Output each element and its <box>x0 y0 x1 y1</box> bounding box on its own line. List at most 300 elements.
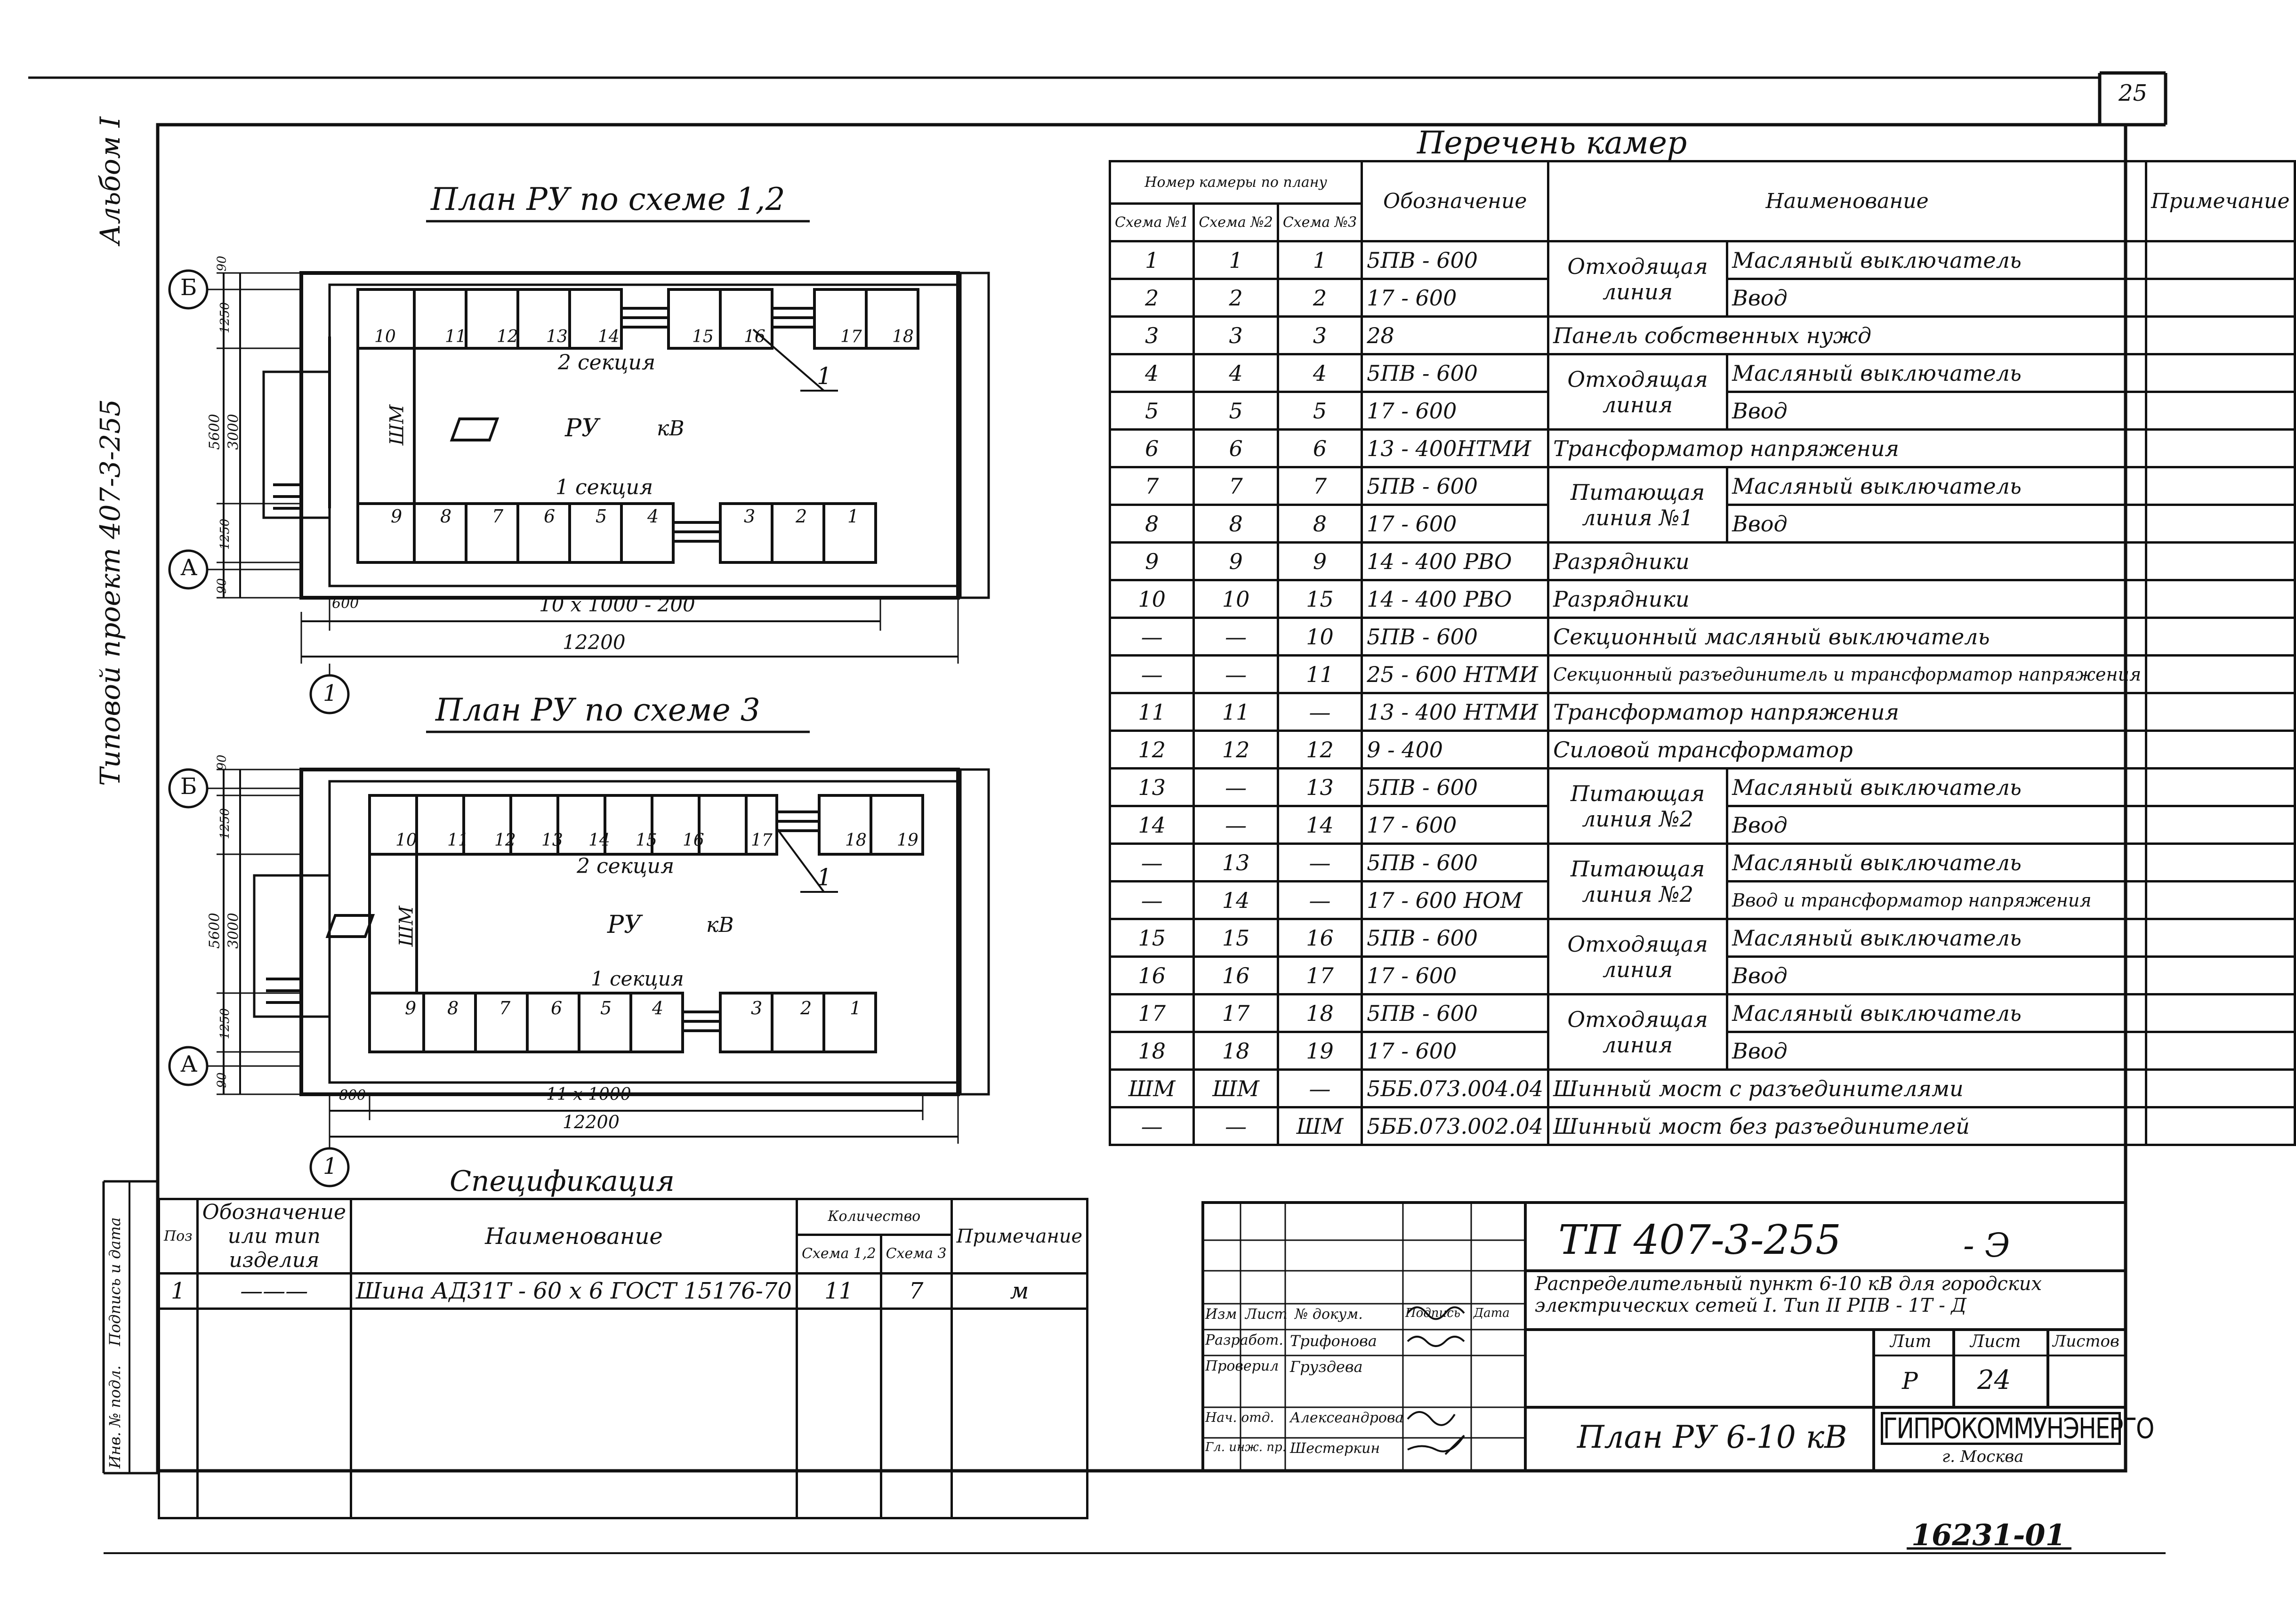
camera-num-s2: — <box>1194 806 1278 844</box>
tb-h-doc: № докум. <box>1295 1306 1363 1323</box>
spec-qty-3: 7 <box>881 1274 951 1309</box>
camera-num-s1: 9 <box>1110 543 1194 580</box>
plan2-cell: 3 <box>751 998 763 1019</box>
tb-lit-header: Лит <box>1890 1332 1932 1351</box>
camera-num-s2: 13 <box>1194 844 1278 882</box>
camera-num-s3: — <box>1278 1070 1361 1107</box>
tb-name-2: Груздева <box>1290 1358 1363 1376</box>
spec-header-note: Примечание <box>951 1199 1088 1274</box>
camera-num-s3: — <box>1278 882 1361 919</box>
camera-group-line: линия №2 <box>1582 881 1693 907</box>
camera-num-s2: 9 <box>1194 543 1278 580</box>
plan2-dim-800: 800 <box>339 1087 366 1104</box>
camera-designation: 17 - 600 <box>1362 392 1548 430</box>
archive-number: 16231-01 <box>1911 1518 2066 1552</box>
plan1-dim-90b: 90 <box>215 578 229 594</box>
plan1-dim-3000: 3000 <box>225 414 242 450</box>
camera-num-s3: 10 <box>1278 618 1361 656</box>
cameras-title: Перечень камер <box>1417 125 1687 161</box>
spec-name: Шина АД31Т - 60 х 6 ГОСТ 15176-70 <box>351 1274 797 1309</box>
camera-num-s1: 5 <box>1110 392 1194 430</box>
camera-note <box>2146 919 2295 957</box>
camera-note <box>2146 392 2295 430</box>
camera-note <box>2146 656 2295 693</box>
spec-designation: ——— <box>197 1274 351 1309</box>
camera-num-s3: 8 <box>1278 505 1361 543</box>
camera-num-s2: — <box>1194 618 1278 656</box>
camera-num-s3: 2 <box>1278 279 1361 317</box>
camera-row <box>1110 994 2295 1032</box>
tb-h-sign: Подпись <box>1405 1306 1461 1320</box>
camera-designation: 17 - 600 <box>1362 1032 1548 1070</box>
camera-num-s2: 18 <box>1194 1032 1278 1070</box>
camera-group-line: линия <box>1602 1032 1673 1058</box>
plan2-cell: 5 <box>600 998 612 1019</box>
camera-name: Масляный выключатель <box>1727 769 2146 806</box>
plan1-cell: 1 <box>847 506 859 527</box>
camera-note <box>2146 317 2295 354</box>
camera-designation: 5ПВ - 600 <box>1362 354 1548 392</box>
tb-name-1: Трифонова <box>1290 1332 1377 1350</box>
camera-name: Шинный мост без разъединителей <box>1548 1107 2146 1145</box>
camera-name: Ввод <box>1727 505 2146 543</box>
tb-role-3: Нач. отд. <box>1205 1410 1274 1425</box>
plan2-cell: 7 <box>499 998 511 1019</box>
camera-name: Секционный разъединитель и трансформатор напряжения <box>1548 656 2146 693</box>
plan1-axis-bottom: А <box>180 554 198 581</box>
plan1-cell: 4 <box>647 506 659 527</box>
camera-num-s1: 7 <box>1110 467 1194 505</box>
spec-header-name: Наименование <box>351 1199 797 1274</box>
plan1-cell: 7 <box>492 506 504 527</box>
camera-name: Масляный выключатель <box>1727 354 2146 392</box>
camera-designation: 5ББ.073.002.04 <box>1362 1107 1548 1145</box>
spec-header-pos: Поз <box>159 1199 198 1274</box>
camera-row <box>1110 844 2295 882</box>
camera-row <box>1110 731 2295 769</box>
camera-note <box>2146 994 2295 1032</box>
camera-note <box>2146 505 2295 543</box>
plan2-dim-5600: 5600 <box>206 913 223 949</box>
camera-group <box>1548 919 1727 994</box>
page-number: 25 <box>2119 80 2148 106</box>
camera-name: Панель собственных нужд <box>1548 317 2146 354</box>
camera-name: Ввод <box>1727 279 2146 317</box>
camera-name: Масляный выключатель <box>1727 919 2146 957</box>
plan2-kv-label: кВ <box>706 913 734 937</box>
camera-row <box>1110 693 2295 731</box>
plan1-section-top: 2 секция <box>558 351 656 375</box>
camera-note <box>2146 806 2295 844</box>
camera-name: Ввод <box>1727 1032 2146 1070</box>
camera-group-title: Питающая <box>1571 780 1705 806</box>
camera-row <box>1110 580 2295 618</box>
camera-num-s3: — <box>1278 693 1361 731</box>
camera-group-title: Питающая <box>1571 479 1705 505</box>
camera-row <box>1110 543 2295 580</box>
plan2-cell: 2 <box>800 998 812 1019</box>
camera-num-s1: 14 <box>1110 806 1194 844</box>
camera-num-s1: — <box>1110 618 1194 656</box>
spec-header-scheme-3: Схема 3 <box>881 1235 951 1273</box>
spec-header-scheme-12: Схема 1,2 <box>797 1235 881 1273</box>
camera-num-s1: — <box>1110 1107 1194 1145</box>
camera-num-s3: 18 <box>1278 994 1361 1032</box>
camera-num-s3: 7 <box>1278 467 1361 505</box>
header-designation: Обозначение <box>1362 161 1548 241</box>
camera-num-s2: — <box>1194 1107 1278 1145</box>
camera-num-s3: 12 <box>1278 731 1361 769</box>
camera-designation: 17 - 600 <box>1362 505 1548 543</box>
camera-num-s2: 15 <box>1194 919 1278 957</box>
tb-lit: Р <box>1902 1367 1918 1395</box>
camera-num-s1: 2 <box>1110 279 1194 317</box>
camera-group-title: Отходящая <box>1567 253 1708 279</box>
plan1-shm: ШМ <box>386 404 408 446</box>
camera-note <box>2146 882 2295 919</box>
plan2-dim-1250b: 1250 <box>218 1008 233 1040</box>
plan2-cell: 12 <box>494 831 516 850</box>
plan1-title: План РУ по схеме 1,2 <box>431 181 785 217</box>
plan1-dim-1250b: 1250 <box>218 518 233 550</box>
plan2-axis-top: Б <box>180 773 197 800</box>
camera-name: Шинный мост с разъединителями <box>1548 1070 2146 1107</box>
plan2-cell: 11 <box>447 831 469 850</box>
camera-note <box>2146 1032 2295 1070</box>
plan1-cell: 2 <box>796 506 807 527</box>
camera-group <box>1548 467 1727 543</box>
plan1-section-bottom: 1 секция <box>556 475 653 499</box>
camera-note <box>2146 618 2295 656</box>
camera-num-s2: 12 <box>1194 731 1278 769</box>
plan1-cell: 16 <box>744 327 765 346</box>
camera-group <box>1548 844 1727 919</box>
camera-num-s1: 10 <box>1110 580 1194 618</box>
camera-group <box>1548 241 1727 317</box>
camera-row <box>1110 618 2295 656</box>
camera-designation: 5ПВ - 600 <box>1362 618 1548 656</box>
camera-group-line: линия <box>1602 956 1673 982</box>
plan2-section-bottom: 1 секция <box>591 967 684 990</box>
camera-designation: 14 - 400 РВО <box>1362 580 1548 618</box>
camera-note <box>2146 1070 2295 1107</box>
plan2-cell: 17 <box>751 831 773 850</box>
plan2-shm: ШМ <box>395 906 418 947</box>
camera-num-s2: ШМ <box>1194 1070 1278 1107</box>
camera-row <box>1110 769 2295 806</box>
plan2-dim-span: 11 х 1000 <box>546 1085 631 1104</box>
plan1-cell: 3 <box>744 506 756 527</box>
plan1-dim-600: 600 <box>332 595 359 612</box>
plan2-cell: 18 <box>845 831 867 850</box>
camera-num-s1: 4 <box>1110 354 1194 392</box>
plan2-dim-total: 12200 <box>563 1112 620 1132</box>
plan1-cell: 6 <box>544 506 556 527</box>
camera-num-s2: 17 <box>1194 994 1278 1032</box>
camera-note <box>2146 693 2295 731</box>
header-camera-number: Номер камеры по плану <box>1110 161 1362 204</box>
camera-num-s3: — <box>1278 844 1361 882</box>
plan1-axis-col: 1 <box>323 680 338 706</box>
camera-num-s3: 16 <box>1278 919 1361 957</box>
cameras-table <box>1109 160 2296 1146</box>
plan2-cell: 1 <box>850 998 862 1019</box>
camera-note <box>2146 430 2295 467</box>
plan2-axis-col: 1 <box>323 1153 338 1179</box>
camera-num-s2: 10 <box>1194 580 1278 618</box>
doc-description: Распределительный пункт 6-10 кВ для городских электрических сетей I. Тип II РПВ - 1Т - Д <box>1535 1273 2042 1316</box>
camera-row <box>1110 919 2295 957</box>
camera-num-s2: 16 <box>1194 957 1278 994</box>
camera-num-s3: 6 <box>1278 430 1361 467</box>
org-logo <box>1881 1412 2154 1445</box>
tb-h-izm: Изм <box>1205 1306 1237 1323</box>
camera-num-s3: 11 <box>1278 656 1361 693</box>
camera-num-s1: ШМ <box>1110 1070 1194 1107</box>
camera-group-line: линия <box>1602 392 1673 417</box>
doc-suffix: - Э <box>1963 1226 2010 1265</box>
album-label: Альбом I <box>94 116 126 245</box>
plan2-cell: 9 <box>405 998 417 1019</box>
spec-header-designation: Обозначение или тип изделия <box>197 1199 351 1274</box>
camera-name: Ввод и трансформатор напряжения <box>1727 882 2146 919</box>
camera-row <box>1110 656 2295 693</box>
header-scheme-2: Схема №2 <box>1194 204 1278 241</box>
camera-designation: 28 <box>1362 317 1548 354</box>
camera-num-s2: 5 <box>1194 392 1278 430</box>
plan2-ru-label: РУ <box>607 911 642 939</box>
plan1-cell: 10 <box>374 327 396 346</box>
plan2-cell: 13 <box>541 831 563 850</box>
camera-num-s3: 3 <box>1278 317 1361 354</box>
plan2-cell: 16 <box>683 831 704 850</box>
camera-note <box>2146 731 2295 769</box>
camera-designation: 9 - 400 <box>1362 731 1548 769</box>
camera-num-s2: — <box>1194 769 1278 806</box>
camera-note <box>2146 467 2295 505</box>
camera-num-s1: 3 <box>1110 317 1194 354</box>
plan1-cell: 14 <box>598 327 620 346</box>
header-scheme-3: Схема №3 <box>1278 204 1361 241</box>
camera-group-title: Отходящая <box>1567 931 1708 957</box>
camera-group-title: Отходящая <box>1567 1006 1708 1032</box>
spec-note: м <box>951 1274 1088 1309</box>
camera-name: Масляный выключатель <box>1727 467 2146 505</box>
plan2-callout: 1 <box>817 864 832 891</box>
plan1-dim-5600: 5600 <box>206 414 223 450</box>
spec-row <box>159 1274 1088 1309</box>
camera-name: Ввод <box>1727 806 2146 844</box>
tb-role-4: Гл. инж. пр. <box>1205 1440 1286 1454</box>
plan1-cell: 8 <box>440 506 452 527</box>
camera-designation: 5ПВ - 600 <box>1362 919 1548 957</box>
plan1-dim-span: 10 х 1000 - 200 <box>539 593 695 616</box>
camera-row <box>1110 241 2295 279</box>
camera-num-s1: — <box>1110 882 1194 919</box>
camera-group <box>1548 769 1727 844</box>
plan2-cell: 10 <box>395 831 417 850</box>
camera-designation: 5ПВ - 600 <box>1362 241 1548 279</box>
camera-note <box>2146 241 2295 279</box>
camera-note <box>2146 543 2295 580</box>
camera-num-s1: 13 <box>1110 769 1194 806</box>
camera-num-s1: 12 <box>1110 731 1194 769</box>
plan1-cell: 13 <box>546 327 568 346</box>
camera-note <box>2146 279 2295 317</box>
spec-pos: 1 <box>159 1274 198 1309</box>
camera-num-s2: 2 <box>1194 279 1278 317</box>
plan2-dim-90b: 90 <box>215 1072 229 1088</box>
camera-designation: 13 - 400НТМИ <box>1362 430 1548 467</box>
camera-num-s3: 13 <box>1278 769 1361 806</box>
camera-num-s1: 11 <box>1110 693 1194 731</box>
camera-num-s2: 14 <box>1194 882 1278 919</box>
camera-designation: 13 - 400 НТМИ <box>1362 693 1548 731</box>
camera-note <box>2146 769 2295 806</box>
camera-num-s1: 15 <box>1110 919 1194 957</box>
plan2-dim-90a: 90 <box>215 754 229 770</box>
camera-row <box>1110 1107 2295 1145</box>
plan1-dim-1250a: 1250 <box>218 302 233 334</box>
camera-designation: 5ПВ - 600 <box>1362 994 1548 1032</box>
project-label: Типовой проект 407-3-255 <box>94 399 126 786</box>
camera-designation: 5ББ.073.004.04 <box>1362 1070 1548 1107</box>
camera-note <box>2146 957 2295 994</box>
spec-header-qty: Количество <box>797 1199 951 1235</box>
camera-designation: 5ПВ - 600 <box>1362 467 1548 505</box>
header-scheme-1: Схема №1 <box>1110 204 1194 241</box>
camera-num-s1: — <box>1110 656 1194 693</box>
plan1-dim-90a: 90 <box>215 256 229 272</box>
camera-name: Ввод <box>1727 957 2146 994</box>
camera-name: Масляный выключатель <box>1727 994 2146 1032</box>
camera-num-s3: 5 <box>1278 392 1361 430</box>
org-city: г. Москва <box>1942 1447 2024 1466</box>
plan1-kv-label: кВ <box>657 417 685 441</box>
stamp-inv: Инв. № подл. <box>106 1365 124 1468</box>
plan2-cell: 14 <box>588 831 610 850</box>
camera-num-s1: 6 <box>1110 430 1194 467</box>
camera-name: Разрядники <box>1548 580 2146 618</box>
plan1-cell: 18 <box>892 327 914 346</box>
plan1-dim-total: 12200 <box>563 631 626 654</box>
plan1-cell: 15 <box>692 327 714 346</box>
camera-num-s1: — <box>1110 844 1194 882</box>
camera-num-s2: 3 <box>1194 317 1278 354</box>
tb-sheet-header: Лист <box>1970 1332 2021 1351</box>
camera-note <box>2146 1107 2295 1145</box>
camera-group-title: Питающая <box>1571 856 1705 882</box>
camera-num-s3: 9 <box>1278 543 1361 580</box>
tb-sheets-header: Листов <box>2053 1332 2119 1351</box>
camera-num-s1: 8 <box>1110 505 1194 543</box>
camera-row <box>1110 1070 2295 1107</box>
header-name: Наименование <box>1548 161 2146 241</box>
camera-group <box>1548 354 1727 430</box>
plan1-axis-top: Б <box>180 274 197 301</box>
plan2-section-top: 2 секция <box>577 854 675 878</box>
camera-num-s2: 8 <box>1194 505 1278 543</box>
plan2-axis-bottom: А <box>180 1051 198 1077</box>
camera-num-s3: 17 <box>1278 957 1361 994</box>
header-note: Примечание <box>2146 161 2295 241</box>
plan1-callout: 1 <box>817 362 832 390</box>
camera-name: Масляный выключатель <box>1727 241 2146 279</box>
tb-name-3: Алексеандрова <box>1290 1410 1404 1426</box>
camera-name: Секционный масляный выключатель <box>1548 618 2146 656</box>
camera-name: Трансформатор напряжения <box>1548 693 2146 731</box>
camera-group <box>1548 994 1727 1070</box>
plan1-cell: 9 <box>391 506 403 527</box>
camera-note <box>2146 580 2295 618</box>
camera-row <box>1110 317 2295 354</box>
camera-group-line: линия <box>1602 279 1673 305</box>
plan1-cell: 11 <box>445 327 467 346</box>
plan1-cell: 17 <box>840 327 862 346</box>
spec-table <box>158 1198 1088 1519</box>
camera-note <box>2146 844 2295 882</box>
tb-name-4: Шестеркин <box>1290 1440 1380 1457</box>
camera-num-s3: 19 <box>1278 1032 1361 1070</box>
camera-num-s3: 14 <box>1278 806 1361 844</box>
camera-num-s2: 6 <box>1194 430 1278 467</box>
tb-sheet: 24 <box>1977 1365 2011 1395</box>
camera-designation: 14 - 400 РВО <box>1362 543 1548 580</box>
tb-role-1: Разработ. <box>1205 1332 1283 1348</box>
tb-h-date: Дата <box>1474 1306 1510 1320</box>
stamp-sign: Подпись и дата <box>106 1217 124 1346</box>
camera-num-s3: 1 <box>1278 241 1361 279</box>
plan2-dim-1250a: 1250 <box>218 808 233 840</box>
tb-role-2: Проверил <box>1205 1358 1279 1374</box>
camera-num-s1: 18 <box>1110 1032 1194 1070</box>
camera-name: Силовой трансформатор <box>1548 731 2146 769</box>
camera-num-s2: 11 <box>1194 693 1278 731</box>
plan2-cell: 19 <box>897 831 918 850</box>
camera-designation: 17 - 600 <box>1362 279 1548 317</box>
camera-row <box>1110 430 2295 467</box>
camera-group-title: Отходящая <box>1567 366 1708 392</box>
plan1-ru-label: РУ <box>565 414 599 442</box>
camera-designation: 17 - 600 НОМ <box>1362 882 1548 919</box>
camera-row <box>1110 354 2295 392</box>
camera-designation: 5ПВ - 600 <box>1362 844 1548 882</box>
camera-designation: 25 - 600 НТМИ <box>1362 656 1548 693</box>
camera-designation: 17 - 600 <box>1362 957 1548 994</box>
doc-code: ТП 407-3-255 <box>1558 1217 1841 1264</box>
camera-num-s3: 15 <box>1278 580 1361 618</box>
plan1-cell: 12 <box>497 327 518 346</box>
plan2-cell: 6 <box>551 998 563 1019</box>
camera-num-s2: 4 <box>1194 354 1278 392</box>
camera-name: Масляный выключатель <box>1727 844 2146 882</box>
camera-num-s1: 16 <box>1110 957 1194 994</box>
drawing-name: План РУ 6-10 кВ <box>1577 1419 1847 1455</box>
camera-num-s2: 7 <box>1194 467 1278 505</box>
plan2-title: План РУ по схеме 3 <box>435 692 760 728</box>
camera-name: Трансформатор напряжения <box>1548 430 2146 467</box>
plan2-cell: 4 <box>652 998 664 1019</box>
camera-num-s1: 17 <box>1110 994 1194 1032</box>
camera-name: Разрядники <box>1548 543 2146 580</box>
tb-h-list: Лист <box>1245 1306 1288 1323</box>
camera-num-s2: — <box>1194 656 1278 693</box>
camera-row <box>1110 467 2295 505</box>
camera-num-s1: 1 <box>1110 241 1194 279</box>
camera-num-s2: 1 <box>1194 241 1278 279</box>
plan2-dim-3000: 3000 <box>225 913 242 949</box>
plan2-cell: 15 <box>636 831 657 850</box>
